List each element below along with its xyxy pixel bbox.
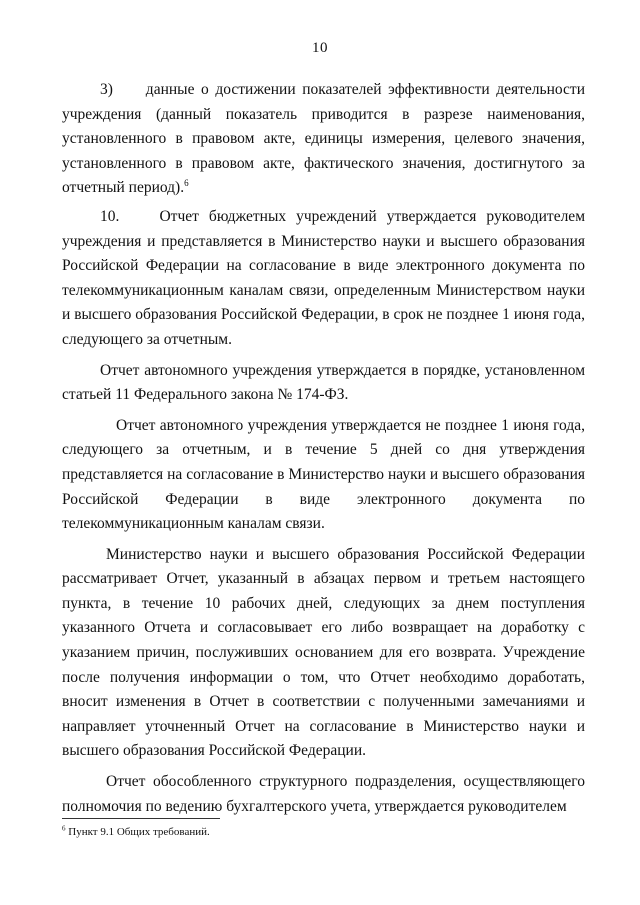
paragraph-item-3 [62, 78, 585, 201]
paragraph-item-3-text: 3) данные о достижении показателей эффективности деятельности учреждения (данный показатель приводится в разрезе наименования, установленного в правовом акте, единицы измерения, целевого значения, установленного в правовом акте, фактического значения, достигнутого за отчетный период). [62, 81, 585, 197]
footnote [62, 825, 210, 839]
footnote-divider [62, 818, 220, 819]
paragraph-autonomous-approval: Отчет автономного учреждения утверждается в порядке, установленном статьей 11 Федерального закона № 174-ФЗ. [62, 361, 585, 404]
paragraph-separate-division: Отчет обособленного структурного подразделения, осуществляющего полномочия по ведению бухгалтерского учета, утверждается руководителем [62, 773, 585, 815]
paragraph-autonomous-deadline: Отчет автономного учреждения утверждается не позднее 1 июня года, следующего за отчетным, и в течение 5 дней со дня утверждения представляется на согласование в Министерство науки и высшего образования Российской Федерации в виде электронного документа по телекоммуникационным каналам связи. [62, 416, 585, 533]
footnote-mark: 6 [62, 824, 66, 833]
paragraph-item-10: 10. Отчет бюджетных учреждений утверждается руководителем учреждения и представляется в Министерство науки и высшего образования Российской Федерации на согласование в виде электронного документа по телекоммуникационным каналам связи, определенным Министерством науки и высшего образования Российской Федерации, в срок не позднее 1 июня года, следующего за отчетным. [62, 207, 585, 348]
body-text [62, 78, 585, 819]
footnote-reference[interactable]: 6 [184, 178, 189, 189]
paragraph-ministry-review: Министерство науки и высшего образования Российской Федерации рассматривает Отчет, указанный в абзацах первом и третьем настоящего пункта, в течение 10 рабочих дней, следующих за днем поступления указанного Отчета и согласовывает его либо возвращает на доработку с указанием причин, послуживших основанием для его возврата. Учреждение после получения информации о том, что Отчет необходимо доработать, вносит изменения в Отчет в соответствии с полученными замечаниями и направляет уточненный Отчет на согласование в Министерство науки и высшего образования Российской Федерации. [62, 545, 585, 760]
page-number: 10 [312, 40, 328, 56]
footnote-text: Пункт 9.1 Общих требований. [68, 826, 210, 838]
